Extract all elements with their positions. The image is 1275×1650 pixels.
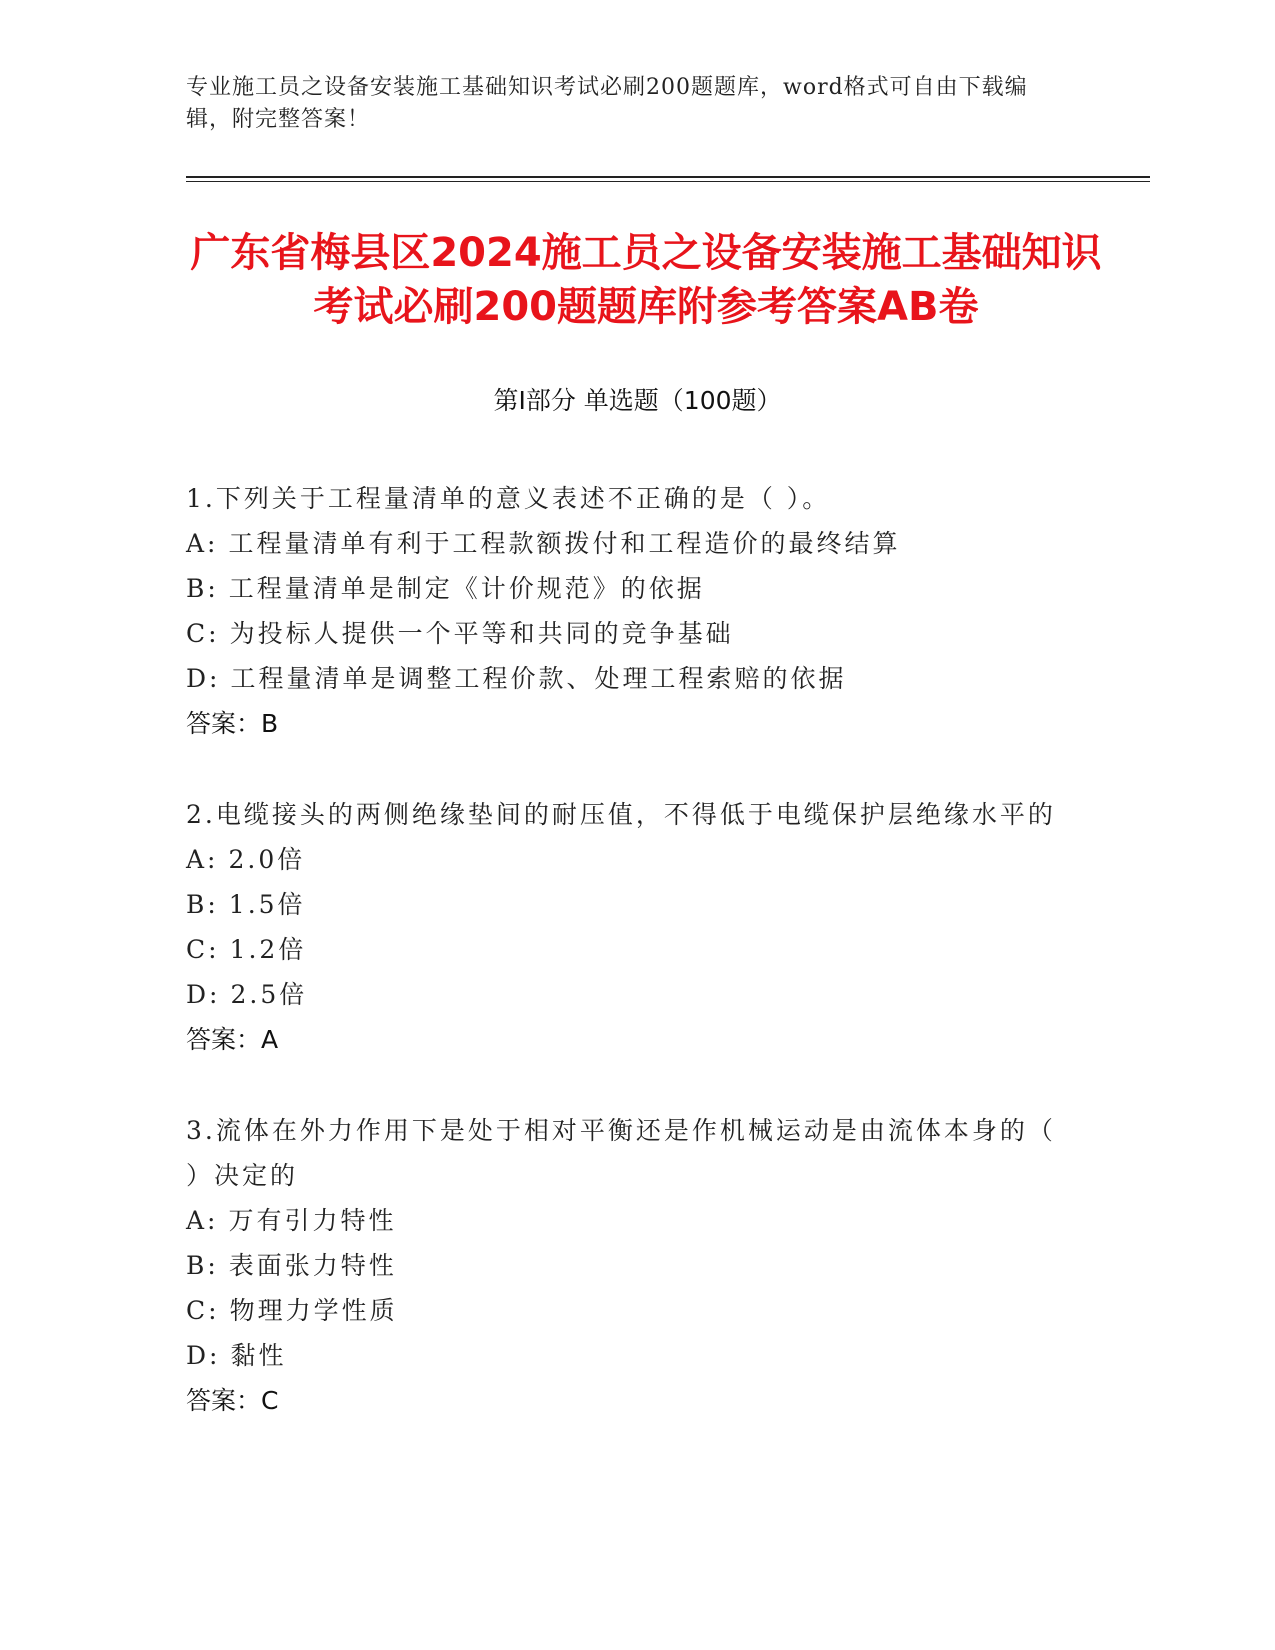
question-1 [186,476,1066,746]
header-note: 专业施工员之设备安装施工基础知识考试必刷200题题库，word格式可自由下载编辑，附完整答案！ [186,75,1028,132]
option-label: C: [186,1296,220,1325]
option-label: B: [186,1251,219,1280]
option-label: A: [186,1206,219,1235]
section-title: 第Ⅰ部分 单选题（100题） [493,386,782,415]
option-b [186,882,1066,927]
option-label: B: [186,574,219,603]
question-3 [186,1108,1066,1423]
option-text: 工程量清单有利于工程款额拨付和工程造价的最终结算 [228,529,901,558]
option-text: 2.5倍 [230,980,308,1009]
option-text: 1.5倍 [228,890,306,919]
option-label: D: [186,664,221,693]
header-rule-thin [186,181,1150,182]
option-label: A: [186,845,219,874]
option-text: 黏性 [230,1341,287,1370]
option-text: 1.2倍 [229,935,307,964]
answer: 答案：C [186,1386,279,1415]
option-label: A: [186,529,219,558]
option-text: 2.0倍 [228,845,306,874]
option-a [186,837,1066,882]
option-text: 表面张力特性 [228,1251,397,1280]
question-stem: 1.下列关于工程量清单的意义表述不正确的是（ ）。 [186,484,831,513]
option-c [186,611,1066,656]
option-label: C: [186,619,220,648]
option-text: 万有引力特性 [228,1206,397,1235]
option-text: 工程量清单是制定《计价规范》的依据 [228,574,705,603]
option-c [186,1288,1066,1333]
option-label: D: [186,1341,221,1370]
question-stem: 2.电缆接头的两侧绝缘垫间的耐压值，不得低于电缆保护层绝缘水平的 [186,800,1056,829]
option-d [186,972,1066,1017]
header-rule-thick [186,176,1150,178]
question-list [186,476,1066,1469]
option-b [186,1243,1066,1288]
option-text: 为投标人提供一个平等和共同的竞争基础 [229,619,734,648]
option-label: D: [186,980,221,1009]
option-text: 物理力学性质 [229,1296,398,1325]
option-d [186,656,1066,701]
answer: 答案：A [186,1025,279,1054]
answer: 答案：B [186,709,279,738]
question-2 [186,792,1066,1062]
option-d [186,1333,1066,1378]
option-a [186,521,1066,566]
option-text: 工程量清单是调整工程价款、处理工程索赔的依据 [230,664,847,693]
document-title: 广东省梅县区2024施工员之设备安装施工基础知识考试必刷200题题库附参考答案AB卷 [190,230,1102,330]
question-stem: 3.流体在外力作用下是处于相对平衡还是作机械运动是由流体本身的（ ）决定的 [186,1116,1056,1190]
option-label: C: [186,935,220,964]
option-a [186,1198,1066,1243]
option-b [186,566,1066,611]
option-label: B: [186,890,219,919]
option-c [186,927,1066,972]
